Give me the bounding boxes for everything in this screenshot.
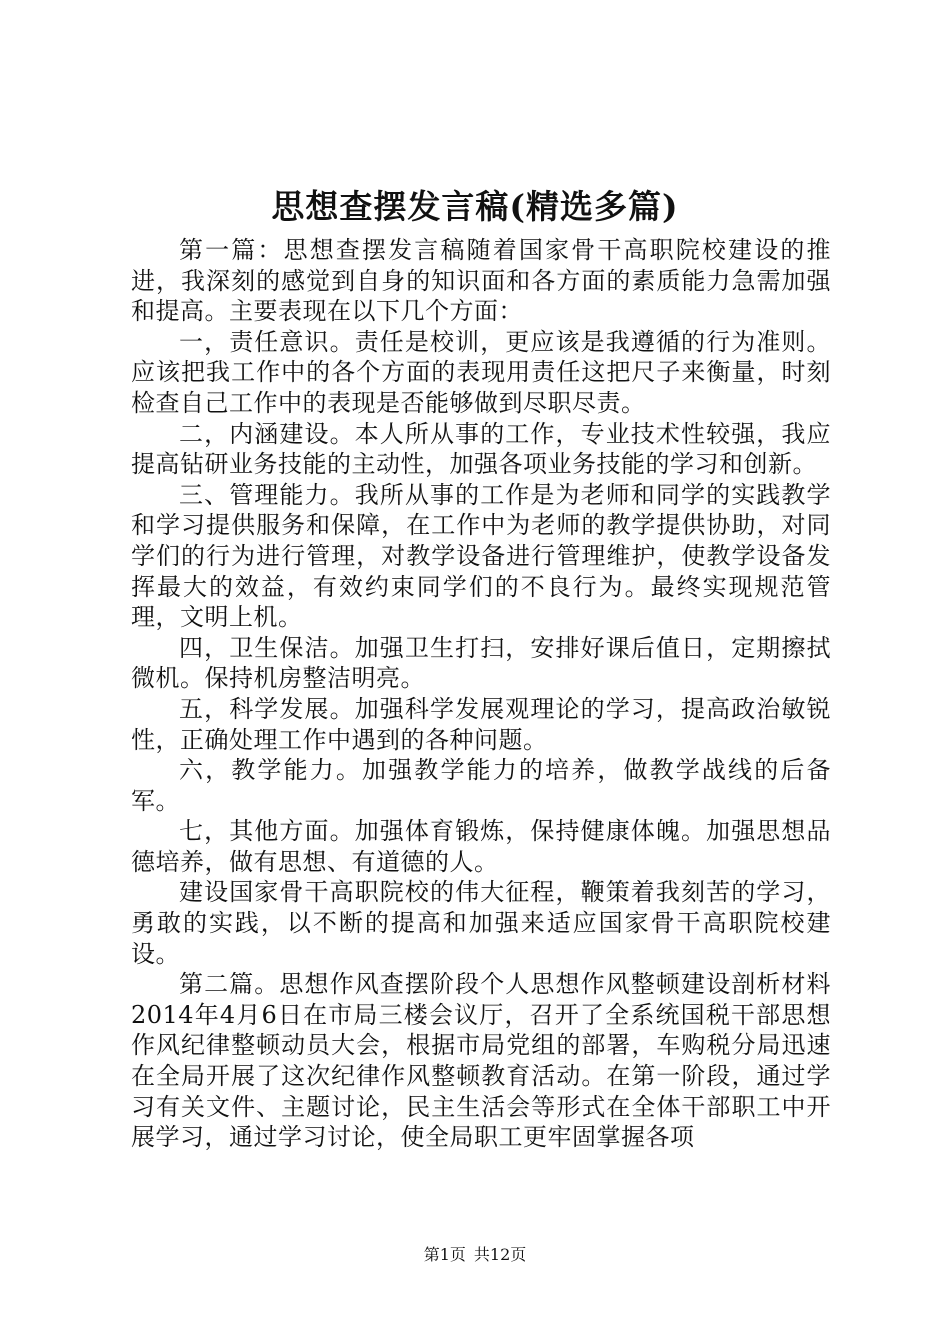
page-footer: [0, 1245, 950, 1265]
paragraph-4: 三、管理能力。我所从事的工作是为老师和同学的实践教学和学习提供服务和保障，在工作中为老师的教学提供协助，对同学们的行为进行管理，对教学设备进行管理维护，使教学设备发挥最大的效益，有效约束同学们的不良行为。最终实现规范管理，文明上机。: [131, 480, 831, 632]
paragraph-3: 二，内涵建设。本人所从事的工作，专业技术性较强，我应提高钻研业务技能的主动性，加强各项业务技能的学习和创新。: [131, 419, 831, 479]
paragraph-1: 第一篇：思想查摆发言稿随着国家骨干高职院校建设的推进，我深刻的感觉到自身的知识面和各方面的素质能力急需加强和提高。主要表现在以下几个方面：: [131, 236, 831, 326]
paragraph-8: 七，其他方面。加强体育锻炼，保持健康体魄。加强思想品德培养，做有思想、有道德的人。: [131, 817, 831, 876]
paragraph-5: 四，卫生保洁。加强卫生打扫，安排好课后值日，定期擦拭微机。保持机房整洁明亮。: [131, 633, 831, 693]
page-total: 共12页: [473, 1245, 527, 1264]
paragraph-10: 第二篇。思想作风查摆阶段个人思想作风整顿建设剖析材料2014年4月6日在市局三楼会议厅，召开了全系统国税干部思想作风纪律整顿动员大会，根据市局党组的部署，车购税分局迅速在全局开展了这次纪律作风整顿教育活动。在第一阶段，通过学习有关文件、主题讨论，民主生活会等形式在全体干部职工中开展学习，通过学习讨论，使全局职工更牢固掌握各项: [131, 970, 831, 1152]
paragraph-9: 建设国家骨干高职院校的伟大征程，鞭策着我刻苦的学习，勇敢的实践，以不断的提高和加强来适应国家骨干高职院校建设。: [131, 878, 831, 968]
paragraph-6: 五，科学发展。加强科学发展观理论的学习，提高政治敏锐性，正确处理工作中遇到的各种问题。: [131, 694, 831, 754]
page-number: 第1页: [423, 1245, 466, 1264]
paragraph-2: 一，责任意识。责任是校训，更应该是我遵循的行为准则。应该把我工作中的各个方面的表现用责任这把尺子来衡量，时刻检查自己工作中的表现是否能够做到尽职尽责。: [131, 327, 831, 417]
paragraph-7: 六，教学能力。加强教学能力的培养，做教学战线的后备军。: [131, 756, 831, 815]
document-title: 思想查摆发言稿(精选多篇): [271, 187, 679, 226]
document-body: [131, 235, 831, 1153]
